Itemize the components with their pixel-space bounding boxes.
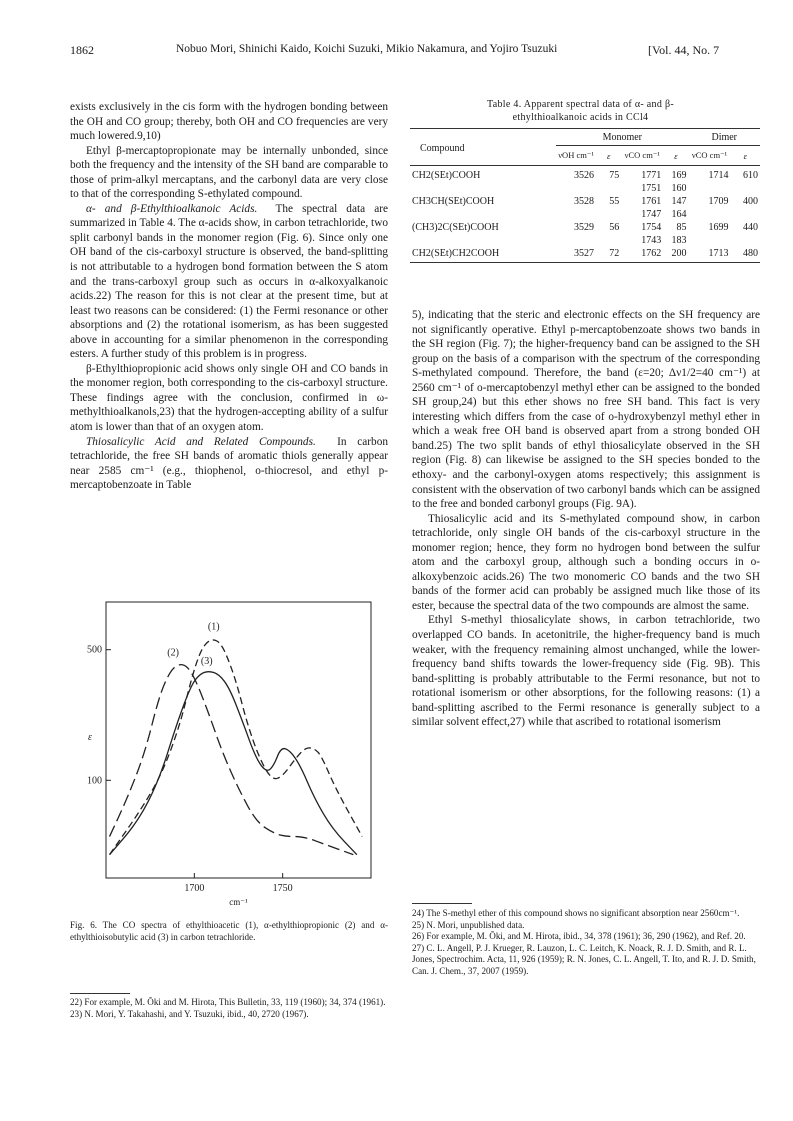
curve-label: (1): [207, 621, 220, 633]
cell-voh: 3529: [574, 222, 595, 233]
paragraph: [70, 202, 388, 362]
paragraph: β-Ethylthiopropionic acid shows only single OH and CO bands in the monomer region, both corresponding to the cis-carboxyl structure. These findings agree with the conclusion, confirmed in ω-methylthioalkanols,23) that the hydrogen-accepting ability of a sulfur atom is lower than that of an oxygen atom.: [70, 362, 388, 434]
footnotes-right: [412, 908, 760, 978]
x-axis-label: cm⁻¹: [229, 897, 248, 906]
cell-vco_d: [689, 234, 731, 247]
paragraph: 5), indicating that the steric and electronic effects on the SH frequency are not significantly operative. Ethyl p-mercaptobenzoate shows two bands in the SH region (Fig. 7); the higher-frequency band can be assigned to the SH group on the basis of a comparison with the spectrum of the corresponding S-methylated compound. Therefore, the band (ε=20; Δν1/2=40 cm⁻¹) at 2560 cm⁻¹ of o-mercaptobenzyl methyl ether can be assigned to the bonded SH group,24) but this ether shows no free SH band. This fact is very interesting which differs from the case of o-hydroxybenzyl methyl ether in which a weak free OH band is observed apart from a strong bonded OH band.25) The two split bands of ethyl thiosalicylate observed in the SH region (Fig. 8) can likewise be assigned to the SH species bonded to the ethoxy- and the carbonyl-oxygen atoms respectively; this assignment is consistent with the observation of two carbonyl bands which can be assigned to the free and bonded carbonyl groups (Fig. 9A).: [412, 309, 760, 511]
cell-e2: 160: [671, 183, 687, 194]
table-caption-line: Table 4. Apparent spectral data of α- and β-: [487, 99, 674, 110]
cell-e2: 183: [671, 235, 687, 246]
footnote-27: 27) C. L. Angell, P. J. Krueger, R. Lauzon, L. C. Leitch, K. Noack, R. J. D. Smith, and R. L. Jones, Spectrochim. Acta, 11, 926 (1959); R. N. Jones, C. L. Angell, T. Ito, and R. J. D. Smith, Can. J. Chem., 37, 2007 (1959).: [412, 942, 756, 976]
cell-voh: 3527: [574, 248, 595, 259]
table-row: [410, 208, 760, 221]
cell-e2: 147: [671, 196, 687, 207]
cell-e3: 480: [743, 248, 758, 259]
page-number: 1862: [70, 43, 94, 57]
footnotes-left: [70, 997, 388, 1020]
footnote-23: 23) N. Mori, Y. Takahashi, and Y. Tsuzuki, ibid., 40, 2720 (1967).: [70, 1008, 309, 1019]
running-authors: Nobuo Mori, Shinichi Kaido, Koichi Suzuki, Mikio Nakamura, and Yojiro Tsuzuki: [176, 43, 558, 55]
cell-vco: 1751: [641, 183, 662, 194]
th-monomer: Monomer: [556, 131, 688, 146]
cell-voh: [556, 208, 596, 221]
x-tick-label: 1750: [272, 883, 293, 894]
cell-compound: [410, 234, 556, 247]
th-compound: Compound: [420, 142, 465, 154]
right-column: [412, 308, 760, 730]
cell-compound: (CH3)2C(SEt)COOH: [412, 222, 499, 233]
table-4: [410, 131, 760, 263]
y-axis-label: ε: [88, 732, 92, 743]
cell-vco: 1771: [641, 170, 662, 181]
figure-6-chart: [80, 596, 380, 906]
th-eps: ε: [743, 150, 747, 161]
curve-label: (3): [200, 655, 213, 667]
cell-e1: 72: [609, 248, 620, 259]
cell-voh: [556, 182, 596, 195]
cell-voh: 3526: [574, 170, 595, 181]
series-line-3: [110, 672, 357, 855]
cell-vco_d: 1714: [708, 170, 729, 181]
paragraph: Thiosalicylic acid and its S-methylated compound show, in carbon tetrachloride, only single OH bands of the cis-carboxyl structure in the monomer region; hence, they form no hydrogen bond between the sulfur atom and the carboxyl group, although such a bonding occurs in o-alkoxybenzoic acids.26) The two monomeric CO bands and the two SH bands of the former acid can probably be assigned much like those of its ester, because the spectral data of the two compounds are almost the same.: [412, 512, 760, 612]
th-vco: νCO cm⁻¹: [624, 150, 660, 160]
cell-e3: 400: [743, 196, 758, 207]
y-tick-label: 100: [87, 775, 102, 787]
table-top-rule: [410, 128, 760, 129]
cell-e1: 75: [609, 170, 620, 181]
cell-vco: 1754: [641, 222, 662, 233]
cell-e3: [731, 234, 760, 247]
cell-e1: 56: [609, 222, 620, 233]
table-row: [410, 221, 760, 234]
footnote-rule: [70, 993, 130, 994]
table-row: [410, 166, 760, 183]
cell-e3: 440: [743, 222, 758, 233]
table-caption: [413, 98, 748, 124]
figure-caption: Fig. 6. The CO spectra of ethylthioacetic (1), α-ethylthiopropionic (2) and α-ethylthioisobutylic acid (3) in carbon tetrachloride.: [70, 920, 388, 942]
series-line-1: [110, 640, 363, 855]
th-eps: ε: [606, 150, 611, 161]
footnote-24: 24) The S-methyl ether of this compound shows no significant absorption near 2560cm⁻¹.: [412, 908, 740, 918]
th-voh: νOH cm⁻¹: [558, 150, 594, 160]
table-row: [410, 182, 760, 195]
table-caption-line: ethylthioalkanoic acids in CCl4: [512, 112, 649, 123]
cell-voh: 3528: [574, 196, 595, 207]
curve-label: (2): [167, 647, 179, 659]
cell-vco_d: 1713: [708, 248, 729, 259]
cell-e2: 85: [676, 222, 687, 233]
cell-vco: 1747: [641, 209, 662, 220]
paragraph: [70, 435, 388, 493]
cell-vco_d: [689, 208, 731, 221]
cell-compound: [410, 208, 556, 221]
left-column: [70, 100, 388, 493]
footnote-25: 25) N. Mori, unpublished data.: [412, 919, 525, 930]
cell-compound: CH3CH(SEt)COOH: [412, 196, 495, 207]
cell-vco: 1743: [641, 235, 662, 246]
volume-info: [Vol. 44, No. 7: [648, 43, 720, 57]
section-heading: α- and β-Ethylthioalkanoic Acids.: [86, 202, 258, 215]
table-row: [410, 195, 760, 208]
cell-compound: [410, 182, 556, 195]
th-dimer: Dimer: [689, 131, 761, 146]
table-row: [410, 247, 760, 263]
paragraph: Ethyl S-methyl thiosalicylate shows, in carbon tetrachloride, two overlapped CO bands. In acetonitrile, the higher-frequency band is much weaker, with the frequency remaining almost unchanged, while the lower-frequency band shifts towards the lower-frequency side (Fig. 9B). This band-splitting is probably attributable to the Fermi resonance, but not to rotational isomerism or other absorptions, for the following reasons: (1) a band-splitting ascribed to the Fermi resonance is generally subject to a similar solvent effect,27) while that ascribed to rotational isomerism: [412, 614, 760, 729]
cell-voh: [556, 234, 596, 247]
cell-e2: 164: [671, 209, 687, 220]
section-heading: Thiosalicylic Acid and Related Compounds.: [86, 435, 316, 448]
x-tick-label: 1700: [184, 883, 205, 894]
cell-e1: [596, 182, 621, 195]
cell-e1: [596, 208, 621, 221]
y-tick-label: 500: [87, 644, 102, 656]
cell-compound: CH2(SEt)COOH: [412, 170, 481, 181]
cell-vco: 1762: [641, 248, 662, 259]
paragraph-text: In carbon tetrachloride, the free SH bands of aromatic thiols generally appear near 2585 cm⁻¹ (e.g., thiophenol, o-thiocresol, and ethyl p-mercaptobenzoate in Table: [70, 435, 388, 492]
cell-e3: [731, 208, 760, 221]
cell-vco_d: 1699: [708, 222, 729, 233]
cell-compound: CH2(SEt)CH2COOH: [412, 248, 500, 259]
paragraph: exists exclusively in the cis form with the hydrogen bonding between the OH and CO group; thereby, both OH and CO frequencies are very much lowered.9,10): [70, 101, 388, 143]
paragraph-text: The spectral data are summarized in Table 4. The α-acids show, in carbon tetrachloride, two split carbonyl bands in the monomer region (Fig. 6). Since only one OH band of the cis-carboxyl structure is observed, the band-splitting is not attributable to a hydrogen bond formation between the S atom and the trans-carboxyl group such as occurs in α-alkoxyalkanoic acids.22) The reason for this is not clear at the present time, but at least two reasons can be considered: (1) the Fermi resonance or other absorptions and (2) the rotational isomerism, as has been suggested above in accounting for a similar phenomenon in the corresponding esters. A further study of this problem is in progress.: [70, 202, 389, 361]
footnote-rule: [412, 903, 472, 904]
footnote-22: 22) For example, M. Ōki and M. Hirota, This Bulletin, 33, 119 (1960); 34, 374 (1961).: [70, 997, 386, 1007]
cell-vco_d: [689, 182, 731, 195]
cell-vco_d: 1709: [708, 196, 729, 207]
paragraph: Ethyl β-mercaptopropionate may be internally unbonded, since both the frequency and the intensity of the SH band are comparable to those of prim-alkyl mercaptans, and the carbonyl data are very close to that of the corresponding S-ethylated compound.: [70, 144, 388, 201]
cell-e2: 200: [671, 248, 687, 259]
footnote-26: 26) For example, M. Ōki, and M. Hirota, ibid., 34, 378 (1961); 36, 290 (1962), and Ref. 20.: [412, 931, 746, 942]
plot-frame: [106, 602, 371, 878]
cell-e3: [731, 182, 760, 195]
th-vco-dimer: νCO cm⁻¹: [691, 150, 728, 160]
cell-vco: 1761: [641, 196, 662, 207]
cell-e1: 55: [609, 196, 620, 207]
cell-e3: 610: [743, 170, 758, 181]
cell-e1: [596, 234, 621, 247]
cell-e2: 169: [671, 170, 687, 181]
table-row: [410, 234, 760, 247]
th-eps: ε: [674, 150, 678, 161]
